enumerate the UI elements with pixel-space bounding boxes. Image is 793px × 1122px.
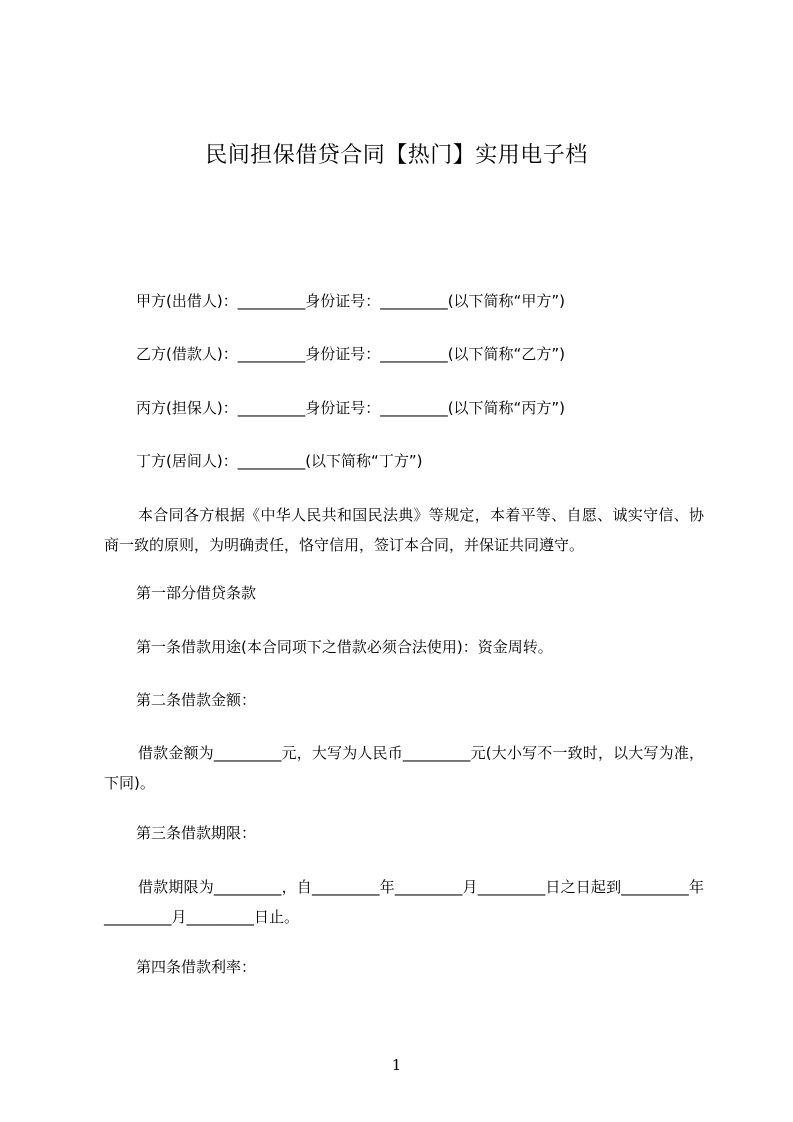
article-three-body: 借款期限为_________，自_________年_________月_________日之日起到_________年_________月_________日止。 xyxy=(104,878,704,926)
party-b-line: 乙方(借款人)：_________身份证号：_________(以下简称“乙方”) xyxy=(136,345,565,363)
document-title: 民间担保借贷合同【热门】实用电子档 xyxy=(205,143,588,168)
article-four-heading: 第四条借款利率： xyxy=(136,958,257,976)
party-c-line: 丙方(担保人)：_________身份证号：_________(以下简称“丙方”) xyxy=(136,399,565,417)
article-two-body: 借款金额为_________元，大写为人民币_________元(大小写不一致时，以大写为准，下同)。 xyxy=(104,744,704,792)
party-a-line: 甲方(出借人)：_________身份证号：_________(以下简称“甲方”) xyxy=(136,292,565,310)
article-one: 第一条借款用途(本合同项下之借款必须合法使用)：资金周转。 xyxy=(136,638,553,656)
part-one-heading: 第一部分借贷条款 xyxy=(136,584,257,602)
party-d-line: 丁方(居间人)：_________(以下简称“丁方”) xyxy=(136,452,423,470)
article-two-heading: 第二条借款金额： xyxy=(136,691,257,709)
preamble-paragraph: 本合同各方根据《中华人民共和国民法典》等规定，本着平等、自愿、诚实守信、协商一致的原则，为明确责任，恪守信用，签订本合同，并保证共同遵守。 xyxy=(104,506,704,554)
page-number: 1 xyxy=(391,1056,402,1074)
article-three-heading: 第三条借款期限： xyxy=(136,824,257,842)
